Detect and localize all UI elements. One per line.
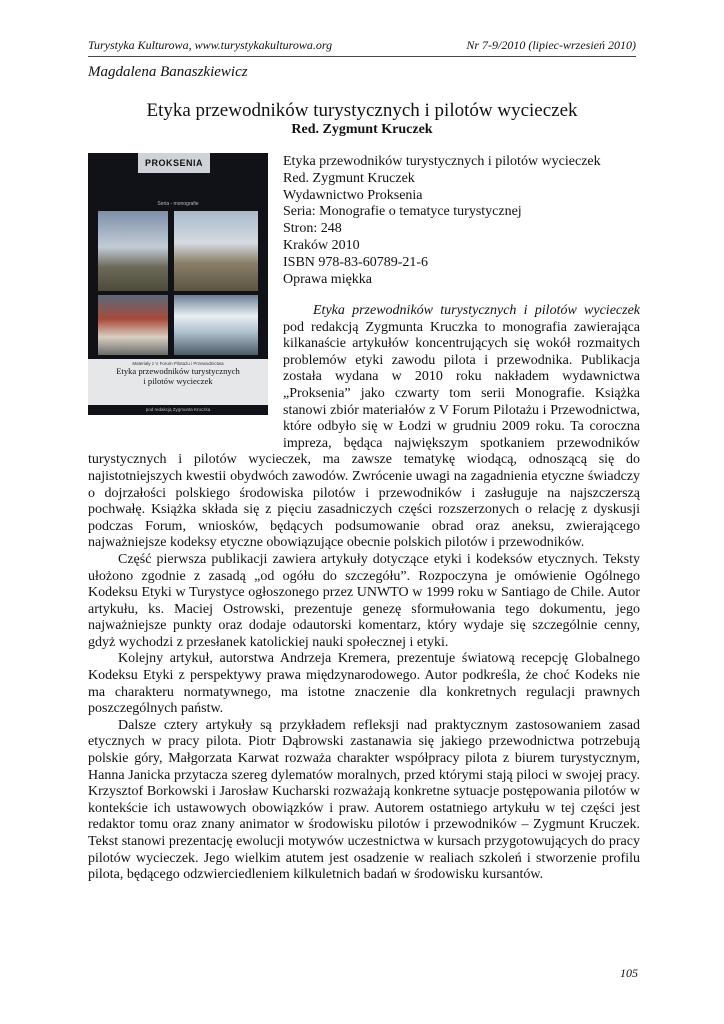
cover-series: Seria - monografie xyxy=(157,201,199,207)
journal-name: Turystyka Kulturowa, www.turystykakulturowa.org xyxy=(88,38,333,52)
cover-title-line1: Etyka przewodników turystycznych xyxy=(116,366,240,376)
detail-isbn: ISBN 978-83-60789-21-6 xyxy=(283,254,429,270)
book-title-italic: Etyka przewodników turystycznych i pilotów wycieczek xyxy=(313,303,640,318)
article-author: Magdalena Banaszkiewicz xyxy=(88,64,248,80)
paragraph-4: Dalsze cztery artykuły są przykładem refleksji nad praktycznym zastosowaniem zasad etycznych w pracy pilota. Piotr Dąbrowski zastanawia się jakiego przewodnictwa potrzebują polskie góry, Małgorzata Karwat rozważa charakter współpracy pilota z biurem turystycznym, Hanna Janicka przytacza szereg dylematów moralnych, przed którymi stają piloci w swojej pracy. Krzysztof Borkowski i Jarosław Kucharski rozważają konkretne sytuacje postępowania pilotów w kontekście ich ustawowych obowiązków i praw. Autorem ostatniego artykułu w tej części jest redaktor tomu oraz znany animator w środowisku pilotów i przewodników – Zygmunt Kruczek. Tekst stanowi prezentację ewolucji motywów uczestnictwa w kursach przygotowujących do pracy pilotów wycieczek. Jego wielkim atutem jest osadzenie w realiach szkoleń i stworzenie profilu pilota, będącego odzwierciedleniem kilkuletnich badań w środowisku kursantów. xyxy=(88,717,640,883)
article-title: Etyka przewodników turystycznych i pilotów wycieczek xyxy=(146,100,578,121)
detail-pages: Stron: 248 xyxy=(283,221,342,237)
detail-title: Etyka przewodników turystycznych i pilotów wycieczek xyxy=(283,154,601,169)
page-number: 105 xyxy=(620,966,638,980)
article-subtitle: Red. Zygmunt Kruczek xyxy=(291,122,433,137)
detail-series: Seria: Monografie o tematyce turystycznej xyxy=(283,204,522,220)
detail-binding: Oprawa miękka xyxy=(283,271,373,287)
paragraph-2: Część pierwsza publikacji zawiera artykuły dotyczące etyki i kodeksów etycznych. Teksty ułożono zgodnie z zasadą „od ogółu do szczegółu”. Rozpoczyna je omówienie Ogólnego Kodeksu Etyki w Turystyce ogłoszonego przez UNWTO w 1999 roku w Santiago de Chile. Autor artykułu, ks. Maciej Ostrowski, prezentuje genezę sformułowania tego dokumentu, jego najważniejsze punkty oraz dodaje odautorski komentarz, który wydaje się szczególnie cenny, gdyż wychodzi z przesłanek katolickiej nauki społecznej i etyki. xyxy=(88,551,640,650)
paragraph-3: Kolejny artykuł, autorstwa Andrzeja Kremera, prezentuje światową recepcję Globalnego Kodeksu Etyki z perspektywy prawa międzynarodowego. Autor podkreśla, że choć Kodeks nie ma charakteru normatywnego, ma istotne znaczenie dla konkretnych regulacji prawnych poszczególnych państw. xyxy=(88,651,640,717)
cover-photo-towers xyxy=(174,211,258,291)
article-body xyxy=(88,303,640,884)
detail-editor: Red. Zygmunt Kruczek xyxy=(283,170,415,186)
cover-materials: Materiały z V Forum Pilotażu i Przewodnictwa xyxy=(132,361,224,366)
cover-float-spacer xyxy=(88,303,283,440)
detail-publisher: Wydawnictwo Proksenia xyxy=(283,187,423,203)
cover-publisher-logo: PROKSENIA xyxy=(138,153,210,173)
detail-place-year: Kraków 2010 xyxy=(283,237,360,253)
cover-editor: pod redakcją Zygmunta Kruczka xyxy=(145,407,211,412)
running-header xyxy=(88,34,636,57)
issue-number: Nr 7-9/2010 (lipiec-wrzesień 2010) xyxy=(466,38,636,52)
paragraph-1-text: pod redakcją Zygmunta Kruczka to monografia zawierająca kilkanaście artykułów koncentrujących się wokół rozmaitych problemów etyki zawodu pilota i przewodnika. Publikacja została wydana w 2010 roku nakładem wydawnictwa „Proksenia” jako czwarty tom serii Monografie. Książka stanowi zbiór materiałów z V Forum Pilotażu i Przewodnictwa, które odbyło się w Łodzi w grudniu 2009 roku. Ta coroczna impreza, będąca największym spotkaniem przewodników turystycznych i pilotów wycieczek, ma zawsze tematykę wiodącą, odnoszącą się do najistotniejszych kwestii obydwóch zawodów. Zwrócenie uwagi na zagadnienia etyczne świadczy o dojrzałości polskiego środowiska pilotów i przewodników i zasługuje na najszczerszą pochwałę. Książka składa się z pięciu zasadniczych części rozszerzonych o relację z dyskusji podczas Forum, wniosków, będących podsumowanie obrad oraz aneksu, zwierającego najważniejsze kodeksy etyczne obowiązujące obecnie polskich pilotów i przewodników. xyxy=(88,319,640,551)
cover-photo-castle xyxy=(98,211,168,291)
cover-title-line2: i pilotów wycieczek xyxy=(143,376,213,386)
book-details xyxy=(283,154,601,288)
